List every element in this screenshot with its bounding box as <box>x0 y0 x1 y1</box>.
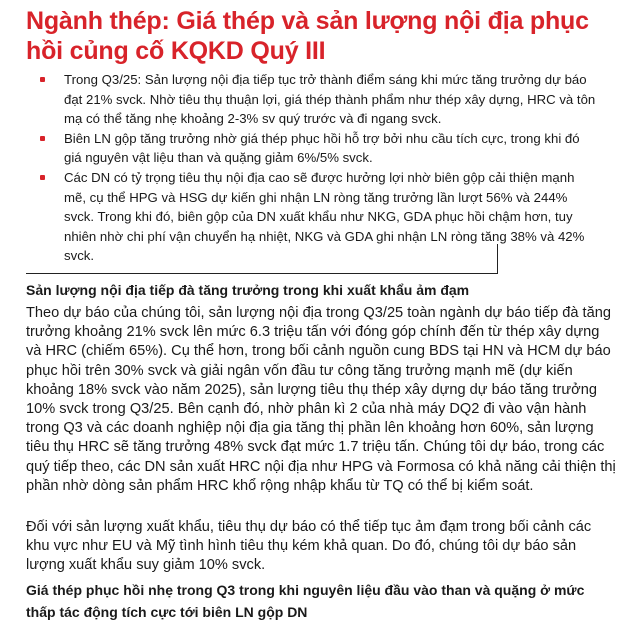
subheading-domestic-output: Sản lượng nội địa tiếp đà tăng trưởng trong khi xuất khẩu ảm đạm <box>26 282 470 298</box>
bullet-item <box>36 129 596 168</box>
subheading-steel-price: Giá thép phục hồi nhẹ trong Q3 trong khi nguyên liệu đầu vào than và quặng ở mức thấp tác động tích cực tới biên LN gộp DN <box>26 582 585 620</box>
bullet-marker <box>40 77 45 82</box>
bullet-text: Các DN có tỷ trọng tiêu thụ nội địa cao sẽ được hưởng lợi nhờ biên gộp cải thiện mạnh mẽ, cụ thể HPG và HSG dự kiến ghi nhận LN ròng tăng trưởng lần lượt 56% và 244% svck. Trong khi đó, biên gộp của DN xuất khẩu như NKG, GDA phục hồi chậm hơn, tuy nhiên nhờ chi phí vận chuyển hạ nhiệt, NKG và GDA ghi nhận LN ròng tăng 38% và 42% svck. <box>64 169 585 264</box>
paragraph-domestic-output: Theo dự báo của chúng tôi, sản lượng nội địa trong Q3/25 toàn ngành dự báo tiếp đà tăng trưởng khoảng 21% svck lên mức 6.3 triệu tấn với đóng góp chính đến từ thép xây dựng và HRC (chiếm 65%). Cụ thể hơn, trong bối cảnh nguồn cung BDS tại HN và HCM dự báo phục hồi trên 30% svck và giải ngân vốn đầu tư công tăng trưởng mạnh mẽ (dự kiến khoảng 18% svck vào năm 2025), sản lượng tiêu thụ thép xây dựng dự báo tăng trưởng 10% svck trong Q3/25. Bên cạnh đó, nhờ phân kì 2 của nhà máy DQ2 đi vào vận hành trong Q3 và các doanh nghiệp nội địa gia tăng thị phần lên khoảng hơn 60%, sản lượng tiêu thụ HRC sẽ tăng trưởng 48% svck đạt mức 1.7 triệu tấn. Chúng tôi dự báo, trong các quý tiếp theo, các DN sản xuất HRC nội địa như HPG và Formosa có khả năng cải thiện thị phần nhờ dòng sản phẩm HRC khổ rộng nhập khẩu từ TQ có thể bị kiểm soát. <box>26 305 616 494</box>
box-border-right <box>497 244 498 274</box>
paragraph-export-output: Đối với sản lượng xuất khẩu, tiêu thụ dự báo có thể tiếp tục ảm đạm trong bối cảnh các khu vực như EU và Mỹ tình hình tiêu thụ kém khả quan. Do đó, chúng tôi dự báo sản lượng xuất khẩu suy giảm 10% svck. <box>26 519 592 574</box>
box-border-bottom <box>26 273 498 274</box>
bullet-text: Trong Q3/25: Sản lượng nội địa tiếp tục trở thành điểm sáng khi mức tăng trưởng dự báo đạt 21% svck. Nhờ tiêu thụ thuận lợi, giá thép thành phẩm như thép xây dựng, HRC và tôn mạ có thể tăng nhẹ khoảng 2-3% sv quý trước và đi ngang svck. <box>64 72 596 127</box>
bullet-item <box>36 70 596 129</box>
summary-bullet-list <box>36 70 596 266</box>
section-title: Ngành thép: Giá thép và sản lượng nội địa phục hồi củng cố KQKD Quý III <box>26 7 589 65</box>
bullet-marker <box>40 136 45 141</box>
bullet-marker <box>40 175 45 180</box>
bullet-text: Biên LN gộp tăng trưởng nhờ giá thép phục hồi hỗ trợ bởi nhu cầu tích cực, trong khi đó giá nguyên vật liệu than và quặng giảm 6%/5% svck. <box>64 130 580 166</box>
bullet-item <box>36 168 596 266</box>
